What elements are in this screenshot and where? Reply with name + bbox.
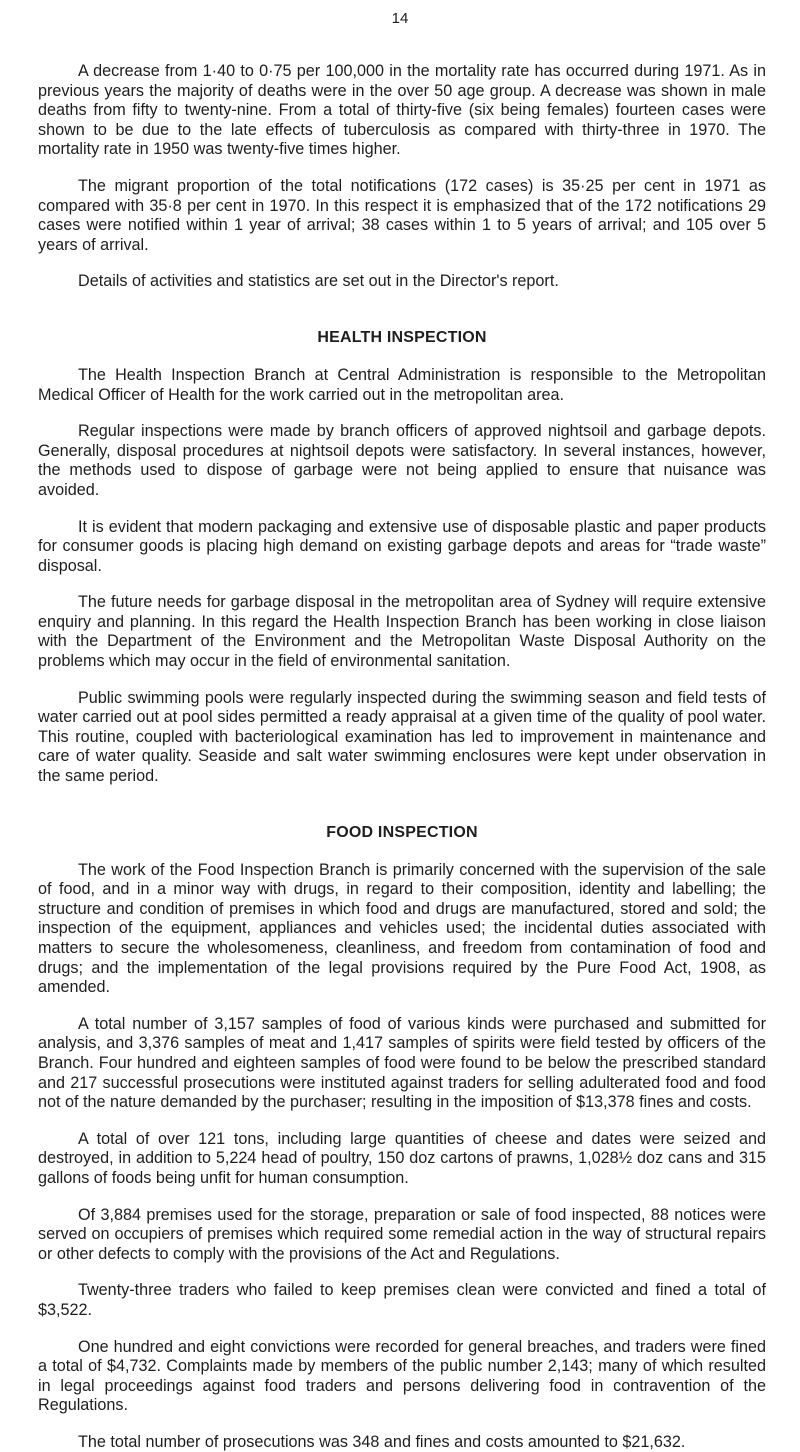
health-inspection-paragraph-2: Regular inspections were made by branch officers of approved nightsoil and garbage depots. Generally, disposal procedures at nightsoil depots were satisfactory. In several instances, however, the methods used to dispose of garbage were not being applied to ensure that nuisance was avoided. bbox=[38, 422, 766, 499]
food-inspection-paragraph-4: Of 3,884 premises used for the storage, preparation or sale of food inspected, 88 notices were served on occupiers of premises which required some remedial action in the way of structural repairs or other defects to comply with the provisions of the Act and Regulations. bbox=[38, 1205, 766, 1263]
health-inspection-paragraph-5: Public swimming pools were regularly inspected during the swimming season and field tests of water carried out at pool sides permitted a ready appraisal at a given time of the quality of pool water. This routine, coupled with bacteriological examination has led to improvement in maintenance and care of water quality. Seaside and salt water swimming enclosures were kept under observation in the same period. bbox=[38, 688, 766, 786]
health-inspection-heading: HEALTH INSPECTION bbox=[317, 328, 487, 346]
food-inspection-paragraph-7: The total number of prosecutions was 348 and fines and costs amounted to $21,632. bbox=[78, 1432, 686, 1451]
food-inspection-paragraph-5: Twenty-three traders who failed to keep premises clean were convicted and fined a total of $3,522. bbox=[38, 1281, 766, 1319]
health-inspection-paragraph-1: The Health Inspection Branch at Central Administration is responsible to the Metropolitan Medical Officer of Health for the work carried out in the metropolitan area. bbox=[38, 365, 766, 404]
page-number: 14 bbox=[391, 10, 409, 27]
intro-paragraph-1: A decrease from 1·40 to 0·75 per 100,000 in the mortality rate has occurred during 1971. As in previous years the majority of deaths were in the over 50 age group. A decrease was shown in male deaths from fifty to twenty-nine. From a total of thirty-five (six being females) fourteen cases were shown to be due to the late effects of tuberculosis as compared with thirty-three in 1970. The mortality rate in 1950 was twenty-five times higher. bbox=[38, 62, 766, 159]
food-inspection-paragraph-2: A total number of 3,157 samples of food of various kinds were purchased and submitted for analysis, and 3,376 samples of meat and 1,417 samples of spirits were field tested by officers of the Branch. Four hundred and eighteen samples of food were found to be below the prescribed standard and 217 successful prosecutions were instituted against traders for selling adulterated food and food not of the nature demanded by the purchaser; resulting in the imposition of $13,378 fines and costs. bbox=[38, 1014, 766, 1112]
health-inspection-paragraph-3: It is evident that modern packaging and extensive use of disposable plastic and paper products for consumer goods is placing high demand on existing garbage depots and areas for “trade waste” disposal. bbox=[38, 517, 766, 575]
food-inspection-paragraph-1: The work of the Food Inspection Branch is primarily concerned with the supervision of the sale of food, and in a minor way with drugs, in regard to their composition, identity and labelling; the structure and condition of premises in which food and drugs are manufactured, stored and sold; the inspection of the equipment, appliances and vehicles used; the incidental duties associated with matters to secure the wholesomeness, cleanliness, and freedom from contamination of food and drugs; and the implementation of the legal provisions required by the Pure Food Act, 1908, as amended. bbox=[38, 860, 766, 997]
health-inspection-paragraph-4: The future needs for garbage disposal in the metropolitan area of Sydney will require extensive enquiry and planning. In this regard the Health Inspection Branch has been working in close liaison with the Department of the Environment and the Metropolitan Waste Disposal Authority on the problems which may occur in the field of environmental sanitation. bbox=[38, 593, 766, 671]
food-inspection-paragraph-6: One hundred and eight convictions were recorded for general breaches, and traders were fined a total of $4,732. Complaints made by members of the public number 2,143; many of which resulted in legal proceedings against food traders and persons delivering food in contravention of the Regulations. bbox=[38, 1337, 766, 1415]
food-inspection-paragraph-3: A total of over 121 tons, including large quantities of cheese and dates were seized and destroyed, in addition to 5,224 head of poultry, 150 doz cartons of prawns, 1,028½ doz cans and 315 gallons of foods being unfit for human consumption. bbox=[38, 1129, 766, 1187]
intro-paragraph-2: The migrant proportion of the total notifications (172 cases) is 35·25 per cent in 1971 as compared with 35·8 per cent in 1970. In this respect it is emphasized that of the 172 notifications 29 cases were notified within 1 year of arrival; 38 cases within 1 to 5 years of arrival; and 105 over 5 years of arrival. bbox=[38, 176, 766, 254]
intro-paragraph-3: Details of activities and statistics are set out in the Director's report. bbox=[78, 272, 559, 291]
page-content bbox=[38, 62, 766, 1452]
food-inspection-heading: FOOD INSPECTION bbox=[326, 823, 478, 841]
